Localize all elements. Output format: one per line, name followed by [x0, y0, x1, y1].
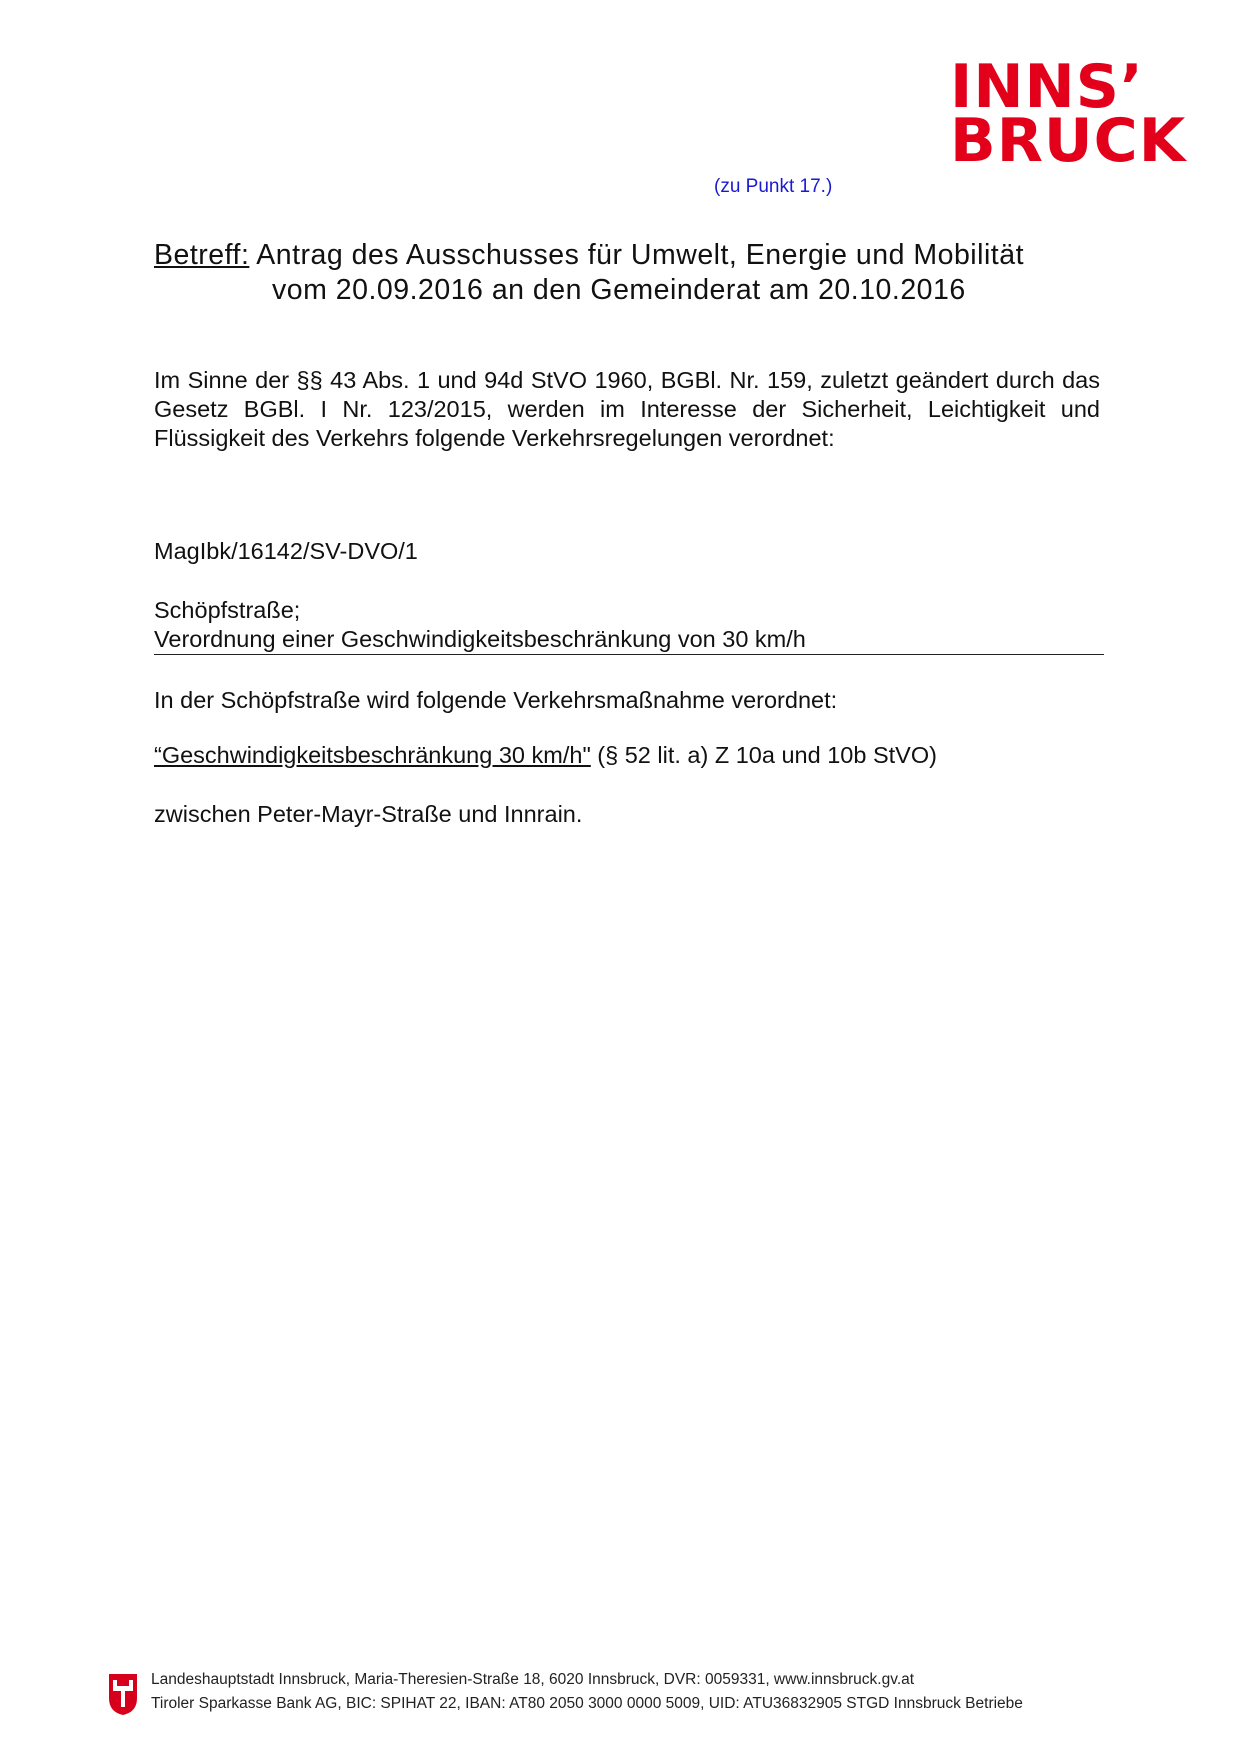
subject-text-1: Antrag des Ausschusses für Umwelt, Energie und Mobilität	[256, 239, 1024, 271]
logo-line-2: BRUCK	[950, 106, 1187, 176]
measure-section: zwischen Peter-Mayr-Straße und Innrain.	[154, 801, 583, 827]
agenda-reference: (zu Punkt 17.)	[714, 176, 833, 197]
innsbruck-crest-icon	[107, 1672, 139, 1716]
measure-intro: In der Schöpfstraße wird folgende Verkehrsmaßnahme verordnet:	[154, 687, 838, 713]
intro-paragraph: Im Sinne der §§ 43 Abs. 1 und 94d StVO 1960, BGBl. Nr. 159, zuletzt geändert durch das Gesetz BGBl. I Nr. 123/2015, werden im Interesse der Sicherheit, Leichtigkeit und Flüssigkeit des Verkehrs folgende Verkehrsregelungen verordnet:	[154, 367, 1100, 451]
reference-number: MagIbk/16142/SV-DVO/1	[154, 538, 418, 564]
subject-line-1	[154, 238, 1100, 273]
footer-text	[151, 1668, 1023, 1716]
subject-label: Betreff:	[154, 239, 250, 271]
subject-text-2: vom 20.09.2016 an den Gemeinderat am 20.10.2016	[272, 274, 966, 306]
measure-line	[154, 742, 937, 769]
ordinance-title: Verordnung einer Geschwindigkeitsbeschränkung von 30 km/h	[154, 626, 806, 652]
logo-line-1: INNS’	[950, 52, 1144, 122]
divider	[154, 654, 1104, 655]
footer-address: Landeshauptstadt Innsbruck, Maria-Theresien-Straße 18, 6020 Innsbruck, DVR: 0059331, www.innsbruck.gv.at	[151, 1671, 915, 1688]
measure-quote: “Geschwindigkeitsbeschränkung 30 km/h"	[154, 742, 591, 768]
street-name: Schöpfstraße;	[154, 597, 301, 623]
footer-bank: Tiroler Sparkasse Bank AG, BIC: SPIHAT 22, IBAN: AT80 2050 3000 0000 5009, UID: ATU36832905 STGD Innsbruck Betriebe	[151, 1695, 1023, 1712]
measure-legal-basis: (§ 52 lit. a) Z 10a und 10b StVO)	[590, 742, 937, 768]
innsbruck-logo	[950, 52, 1187, 176]
subject-heading	[154, 238, 1100, 308]
